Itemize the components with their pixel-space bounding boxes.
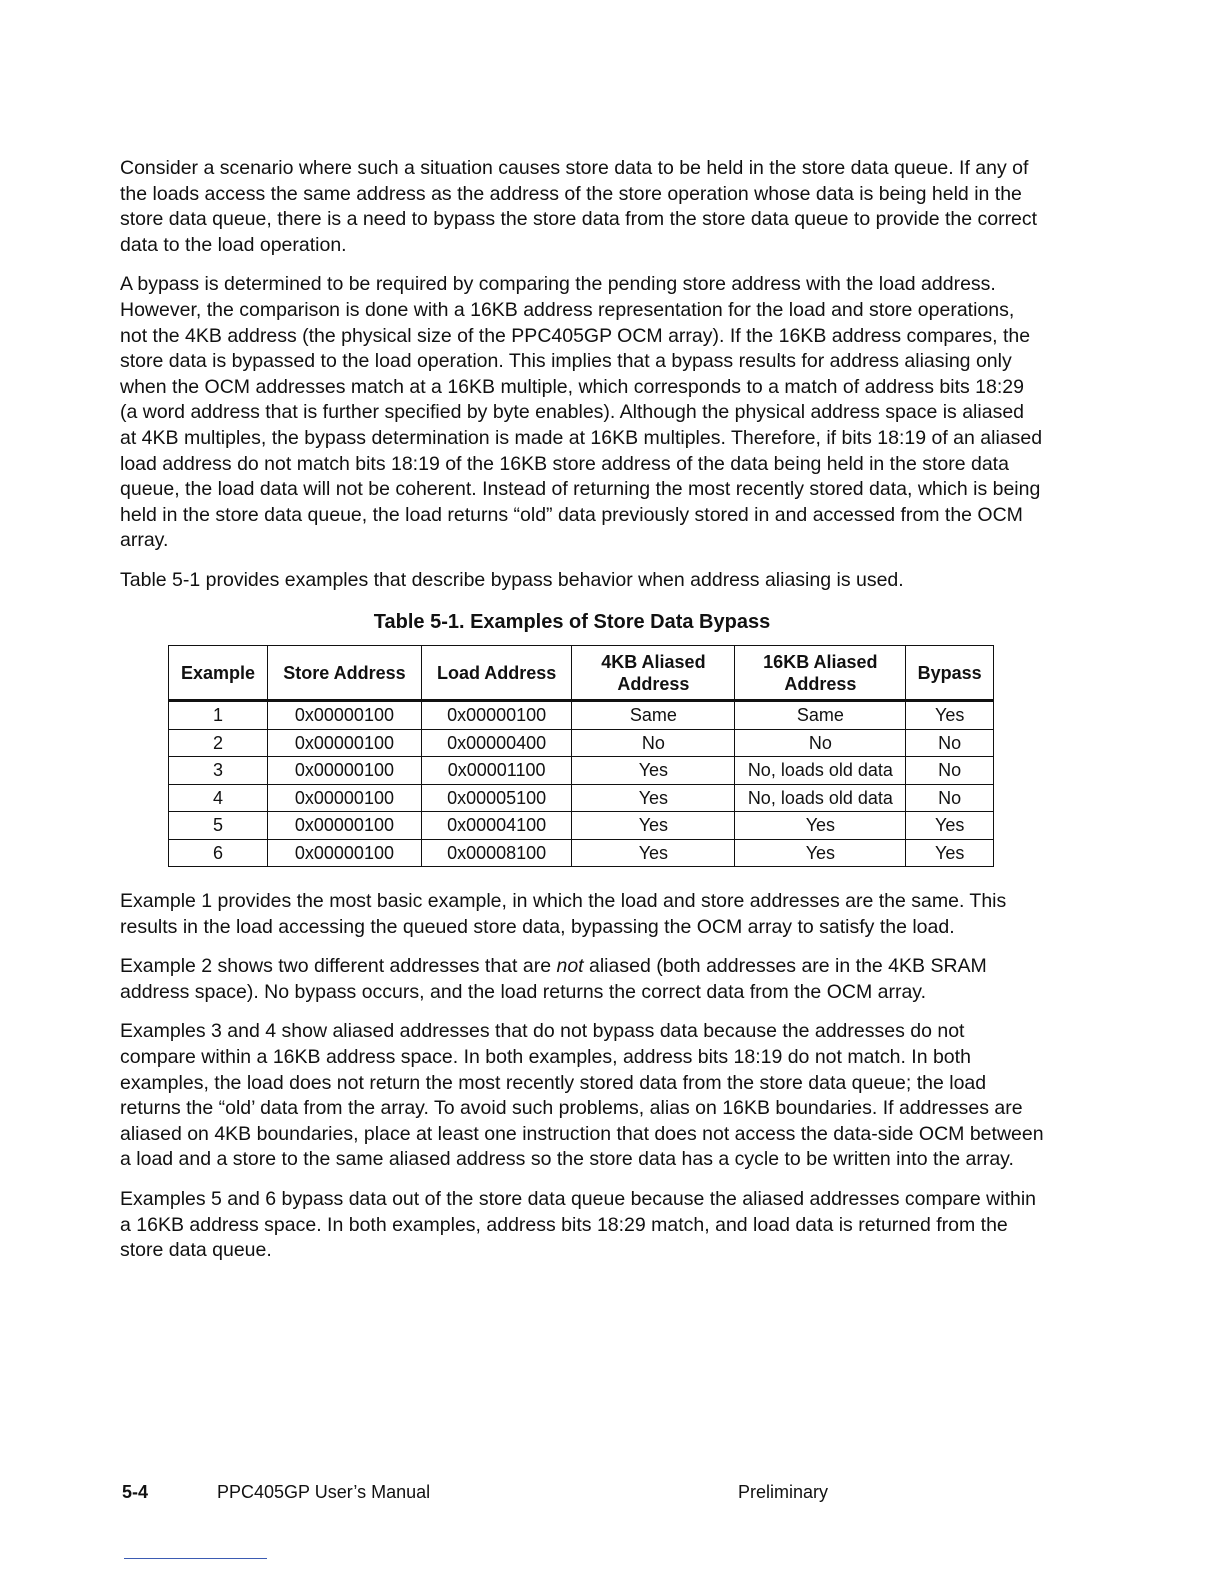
cell-16kb-aliased: No	[735, 729, 906, 757]
cell-load-address: 0x00001100	[421, 757, 571, 785]
cell-4kb-aliased: Yes	[572, 812, 735, 840]
cell-16kb-aliased: No, loads old data	[735, 784, 906, 812]
cell-load-address: 0x00000100	[421, 701, 571, 730]
cell-example: 1	[169, 701, 268, 730]
cell-store-address: 0x00000100	[267, 729, 421, 757]
header-store-address: Store Address	[267, 646, 421, 701]
manual-title: PPC405GP User’s Manual	[217, 1482, 431, 1502]
header-4kb-aliased: 4KB Aliased Address	[572, 646, 735, 701]
paragraph-example-2	[120, 954, 1044, 1005]
example-2-text-start: Example 2 shows two different addresses that are	[120, 955, 557, 978]
cell-4kb-aliased: Yes	[572, 784, 735, 812]
header-example: Example	[169, 646, 268, 701]
cell-bypass: No	[906, 757, 994, 785]
cell-example: 3	[169, 757, 268, 785]
cell-example: 5	[169, 812, 268, 840]
table-row	[169, 784, 994, 812]
store-data-bypass-table	[168, 645, 994, 867]
cell-16kb-aliased: Yes	[735, 839, 906, 867]
header-16kb-aliased: 16KB Aliased Address	[735, 646, 906, 701]
paragraph-intro: Consider a scenario where such a situation causes store data to be held in the store data queue. If any of the loads access the same address as the address of the store operation whose data is being held in the store data queue, there is a need to bypass the store data from the store data queue to provide the correct data to the load operation.	[120, 157, 1038, 256]
paragraph-example-1: Example 1 provides the most basic example, in which the load and store addresses are the same. This results in the load accessing the queued store data, bypassing the OCM array to satisfy the load.	[120, 890, 1007, 938]
footer-rule	[124, 1558, 267, 1559]
emphasis-not: not	[556, 955, 584, 978]
cell-load-address: 0x00000400	[421, 729, 571, 757]
cell-example: 6	[169, 839, 268, 867]
cell-example: 4	[169, 784, 268, 812]
cell-bypass: Yes	[906, 701, 994, 730]
paragraph-table-reference: Table 5-1 provides examples that describe bypass behavior when address aliasing is used.	[120, 568, 904, 591]
page-body	[120, 156, 1044, 1278]
document-status: Preliminary	[738, 1482, 829, 1502]
cell-load-address: 0x00004100	[421, 812, 571, 840]
cell-store-address: 0x00000100	[267, 839, 421, 867]
table-row	[169, 812, 994, 840]
example-2-text-end: aliased (both addresses are in the 4KB SRAM address space). No bypass occurs, and the load returns the correct data from the OCM array.	[120, 955, 987, 1003]
cell-store-address: 0x00000100	[267, 701, 421, 730]
cell-bypass: Yes	[906, 812, 994, 840]
table-header-row	[169, 646, 994, 701]
header-load-address: Load Address	[421, 646, 571, 701]
page-footer	[0, 1482, 1224, 1508]
paragraph-bypass-determination: A bypass is determined to be required by comparing the pending store address with the load address. However, the comparison is done with a 16KB address representation for the load and store operations, not the 4KB address (the physical size of the PPC405GP OCM array). If the 16KB address compares, the store data is bypassed to the load operation. This implies that a bypass results for address aliasing only when the OCM addresses match at a 16KB multiple, which corresponds to a match of address bits 18:29 (a word address that is further specified by byte enables). Although the physical address space is aliased at 4KB multiples, the bypass determination is made at 16KB multiples. Therefore, if bits 18:19 of an aliased load address do not match bits 18:19 of the 16KB store address of the data being held in the store data queue, the load data will not be coherent. Instead of returning the most recently stored data, which is being held in the store data queue, the load returns “old” data previously stored in and accessed from the OCM array.	[120, 273, 1043, 552]
cell-16kb-aliased: Same	[735, 701, 906, 730]
table-title: Table 5-1. Examples of Store Data Bypass	[373, 610, 771, 633]
cell-store-address: 0x00000100	[267, 757, 421, 785]
paragraph-examples-3-4: Examples 3 and 4 show aliased addresses that do not bypass data because the addresses do not compare within a 16KB address space. In both examples, address bits 18:19 do not match. In both examples, the load does not return the most recently stored data from the store data queue; the load returns the “old’ data from the array. To avoid such problems, alias on 16KB boundaries. If addresses are aliased on 4KB boundaries, place at least one instruction that does not access the data-side OCM between a load and a store to the same aliased address so the store data has a cycle to be written into the array.	[120, 1020, 1044, 1171]
cell-16kb-aliased: No, loads old data	[735, 757, 906, 785]
table-row	[169, 757, 994, 785]
cell-4kb-aliased: Same	[572, 701, 735, 730]
cell-load-address: 0x00005100	[421, 784, 571, 812]
cell-bypass: No	[906, 729, 994, 757]
table-row	[169, 839, 994, 867]
table-row	[169, 729, 994, 757]
page-number: 5-4	[122, 1482, 149, 1502]
header-bypass: Bypass	[906, 646, 994, 701]
cell-bypass: Yes	[906, 839, 994, 867]
cell-16kb-aliased: Yes	[735, 812, 906, 840]
cell-store-address: 0x00000100	[267, 784, 421, 812]
table-row	[169, 701, 994, 730]
cell-example: 2	[169, 729, 268, 757]
cell-load-address: 0x00008100	[421, 839, 571, 867]
cell-4kb-aliased: No	[572, 729, 735, 757]
cell-store-address: 0x00000100	[267, 812, 421, 840]
cell-bypass: No	[906, 784, 994, 812]
paragraph-examples-5-6: Examples 5 and 6 bypass data out of the store data queue because the aliased addresses compare within a 16KB address space. In both examples, address bits 18:29 match, and load data is returned from the store data queue.	[120, 1188, 1037, 1262]
cell-4kb-aliased: Yes	[572, 757, 735, 785]
cell-4kb-aliased: Yes	[572, 839, 735, 867]
